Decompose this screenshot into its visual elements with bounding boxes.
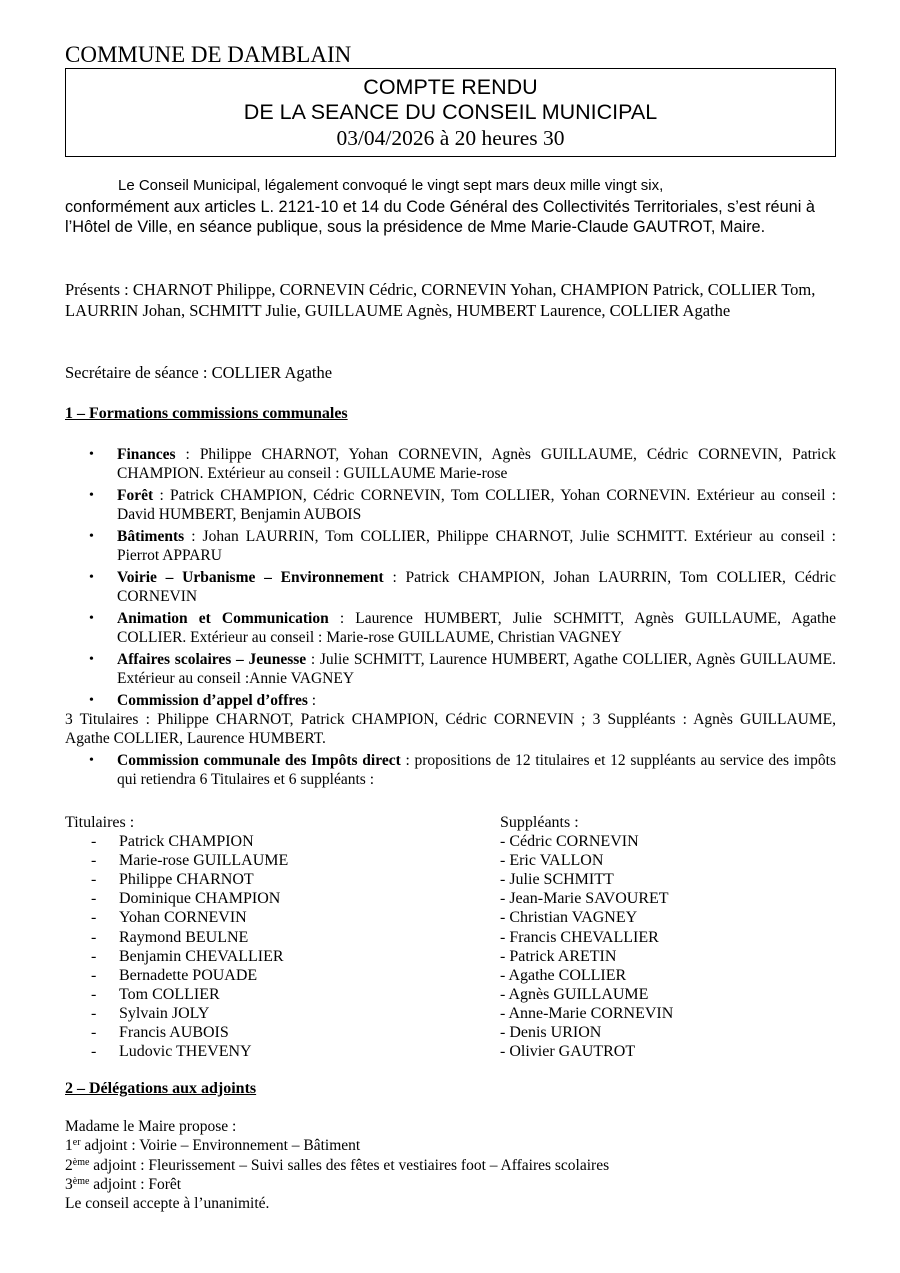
adjoint-text: adjoint : Forêt xyxy=(89,1175,182,1193)
commission-item xyxy=(65,445,836,483)
titulaires-heading: Titulaires : xyxy=(65,814,135,831)
list-dash: - xyxy=(91,928,97,946)
commission-members: : xyxy=(307,692,317,709)
titulaire-name: Dominique CHAMPION xyxy=(119,890,281,908)
commission-name: Bâtiments xyxy=(117,528,185,545)
suppleant-item: - Francis CHEVALLIER xyxy=(500,928,659,946)
adjoint-ordinal: ème xyxy=(72,1175,90,1187)
titulaires-column xyxy=(65,813,465,1061)
section-2-heading: 2 – Délégations aux adjoints xyxy=(65,1080,257,1097)
bullet-icon: • xyxy=(89,488,94,503)
presents-list: Présents : CHARNOT Philippe, CORNEVIN Cédric, CORNEVIN Yohan, CHAMPION Patrick, COLLIER Tom, LAURRIN Johan, SCHMITT Julie, GUILLAUME Agnès, HUMBERT Laurence, COLLIER Agathe xyxy=(65,280,816,320)
titulaire-name: Bernadette POUADE xyxy=(119,966,258,984)
titulaire-item xyxy=(65,1004,465,1023)
suppleant-item: - Anne-Marie CORNEVIN xyxy=(500,1004,674,1022)
commission-name: Voirie – Urbanisme – Environnement xyxy=(117,569,384,586)
list-dash: - xyxy=(91,890,97,908)
titulaire-name: Benjamin CHEVALLIER xyxy=(119,947,284,965)
intro-paragraph xyxy=(65,176,836,238)
commission-name: Animation et Communication xyxy=(117,610,329,627)
adjoint-ordinal: er xyxy=(72,1137,81,1149)
commission-name: Finances xyxy=(117,446,176,463)
section-1-heading: 1 – Formations commissions communales xyxy=(65,405,348,422)
appel-offres-detail: 3 Titulaires : Philippe CHARNOT, Patrick CHAMPION, Cédric CORNEVIN ; 3 Suppléants : Agnès GUILLAUME, Agathe COLLIER, Laurence HUMBERT. xyxy=(65,711,836,747)
delegations-intro: Madame le Maire propose : xyxy=(65,1118,237,1135)
delegations-conclusion: Le conseil accepte à l’unanimité. xyxy=(65,1195,270,1213)
commission-members: : Julie SCHMITT, Laurence HUMBERT, Agathe COLLIER, Agnès GUILLAUME. Extérieur au conseil :Annie VAGNEY xyxy=(117,651,836,687)
suppleants-heading: Suppléants : xyxy=(500,814,579,831)
commission-item xyxy=(65,486,836,524)
commission-members: : Laurence HUMBERT, Julie SCHMITT, Agnès GUILLAUME, Agathe COLLIER. Extérieur au conseil : Marie-rose GUILLAUME, Christian VAGNEY xyxy=(117,610,836,646)
commission-members: : Johan LAURRIN, Tom COLLIER, Philippe CHARNOT, Julie SCHMITT. Extérieur au conseil : Pierrot APPARU xyxy=(117,528,836,564)
list-dash: - xyxy=(91,909,97,927)
commission-members: : Patrick CHAMPION, Johan LAURRIN, Tom COLLIER, Cédric CORNEVIN xyxy=(117,569,836,605)
commissions-list xyxy=(65,445,836,792)
adjoint-number: 2 xyxy=(65,1156,73,1174)
intro-first-line: Le Conseil Municipal, légalement convoqué le vingt sept mars deux mille vingt six, xyxy=(118,177,664,194)
bullet-icon: • xyxy=(89,693,94,708)
commission-item xyxy=(65,751,836,789)
titulaire-item xyxy=(65,1023,465,1042)
commune-name: COMMUNE DE DAMBLAIN xyxy=(65,42,352,67)
suppleant-item: - Cédric CORNEVIN xyxy=(500,833,639,851)
titulaire-name: Philippe CHARNOT xyxy=(119,871,254,889)
suppleant-item: - Jean-Marie SAVOURET xyxy=(500,890,669,908)
titulaire-item xyxy=(65,870,465,889)
title-line-1: COMPTE RENDU xyxy=(363,75,538,99)
bullet-icon: • xyxy=(89,447,94,462)
intro-rest: conformément aux articles L. 2121-10 et 14 du Code Général des Collectivités Territoriales, s’est réuni à l’Hôtel de Ville, en séance publique, sous la présidence de Mme Marie-Claude GAUTROT, Maire. xyxy=(65,197,815,236)
titulaires-list xyxy=(65,832,465,1061)
titulaire-item xyxy=(65,1042,465,1061)
suppleants-column xyxy=(500,813,830,1061)
list-dash: - xyxy=(91,947,97,965)
list-dash: - xyxy=(91,833,97,851)
list-dash: - xyxy=(91,1004,97,1022)
suppleant-item: - Agathe COLLIER xyxy=(500,966,627,984)
adjoint-ordinal: ème xyxy=(72,1156,90,1168)
titulaire-item xyxy=(65,908,465,927)
commission-item xyxy=(65,609,836,647)
titulaire-item xyxy=(65,832,465,851)
titulaire-item xyxy=(65,928,465,947)
titulaire-name: Yohan CORNEVIN xyxy=(119,909,247,927)
title-box xyxy=(65,68,836,157)
list-dash: - xyxy=(91,985,97,1003)
delegations-block xyxy=(65,1117,836,1213)
suppleant-item: - Olivier GAUTROT xyxy=(500,1043,636,1061)
list-dash: - xyxy=(91,871,97,889)
commission-item xyxy=(65,691,836,710)
commission-item xyxy=(65,568,836,606)
list-dash: - xyxy=(91,966,97,984)
titulaire-item xyxy=(65,966,465,985)
titulaire-item xyxy=(65,947,465,966)
suppleant-item: - Patrick ARETIN xyxy=(500,947,617,965)
secretaire-de-seance: Secrétaire de séance : COLLIER Agathe xyxy=(65,363,333,382)
adjoint-text: adjoint : Voirie – Environnement – Bâtiment xyxy=(80,1137,361,1155)
titulaire-name: Tom COLLIER xyxy=(119,985,220,1003)
commission-item xyxy=(65,527,836,565)
adjoint-number: 1 xyxy=(65,1137,73,1155)
commission-name: Forêt xyxy=(117,487,154,504)
adjoint-number: 3 xyxy=(65,1175,73,1193)
title-line-2: DE LA SEANCE DU CONSEIL MUNICIPAL xyxy=(243,100,658,124)
titulaire-name: Francis AUBOIS xyxy=(119,1024,229,1042)
titulaire-name: Patrick CHAMPION xyxy=(119,833,254,851)
titulaire-name: Ludovic THEVENY xyxy=(119,1043,252,1061)
bullet-icon: • xyxy=(89,652,94,667)
bullet-icon: • xyxy=(89,529,94,544)
commission-members: : propositions de 12 titulaires et 12 suppléants au service des impôts qui retiendra 6 Titulaires et 6 suppléants : xyxy=(117,752,836,788)
list-dash: - xyxy=(91,852,97,870)
titulaire-name: Marie-rose GUILLAUME xyxy=(119,852,289,870)
suppleant-item: - Eric VALLON xyxy=(500,852,604,870)
bullet-icon: • xyxy=(89,753,94,768)
commission-name: Commission communale des Impôts direct xyxy=(117,752,401,769)
titulaire-item xyxy=(65,851,465,870)
suppleant-item: - Christian VAGNEY xyxy=(500,909,638,927)
commission-item xyxy=(65,650,836,688)
bullet-icon: • xyxy=(89,570,94,585)
suppleants-list xyxy=(500,832,830,1061)
commission-name: Commission d’appel d’offres xyxy=(117,692,308,709)
list-dash: - xyxy=(91,1043,97,1061)
adjoint-line xyxy=(65,1175,836,1194)
adjoint-line xyxy=(65,1136,836,1155)
suppleant-item: - Julie SCHMITT xyxy=(500,871,614,889)
bullet-icon: • xyxy=(89,611,94,626)
titulaire-name: Raymond BEULNE xyxy=(119,928,249,946)
titulaire-item xyxy=(65,985,465,1004)
suppleant-item: - Denis URION xyxy=(500,1024,602,1042)
session-date: 03/04/2026 à 20 heures 30 xyxy=(336,126,565,150)
list-dash: - xyxy=(91,1024,97,1042)
titulaire-name: Sylvain JOLY xyxy=(119,1004,210,1022)
commission-members: : Patrick CHAMPION, Cédric CORNEVIN, Tom COLLIER, Yohan CORNEVIN. Extérieur au conseil : David HUMBERT, Benjamin AUBOIS xyxy=(117,487,836,523)
adjoint-text: adjoint : Fleurissement – Suivi salles des fêtes et vestiaires foot – Affaires scolaires xyxy=(89,1156,610,1174)
adjoint-line xyxy=(65,1156,836,1175)
commission-name: Affaires scolaires – Jeunesse xyxy=(117,651,307,668)
suppleant-item: - Agnès GUILLAUME xyxy=(500,985,649,1003)
commission-members: : Philippe CHARNOT, Yohan CORNEVIN, Agnès GUILLAUME, Cédric CORNEVIN, Patrick CHAMPION. Extérieur au conseil : GUILLAUME Marie-rose xyxy=(117,446,836,482)
titulaire-item xyxy=(65,889,465,908)
